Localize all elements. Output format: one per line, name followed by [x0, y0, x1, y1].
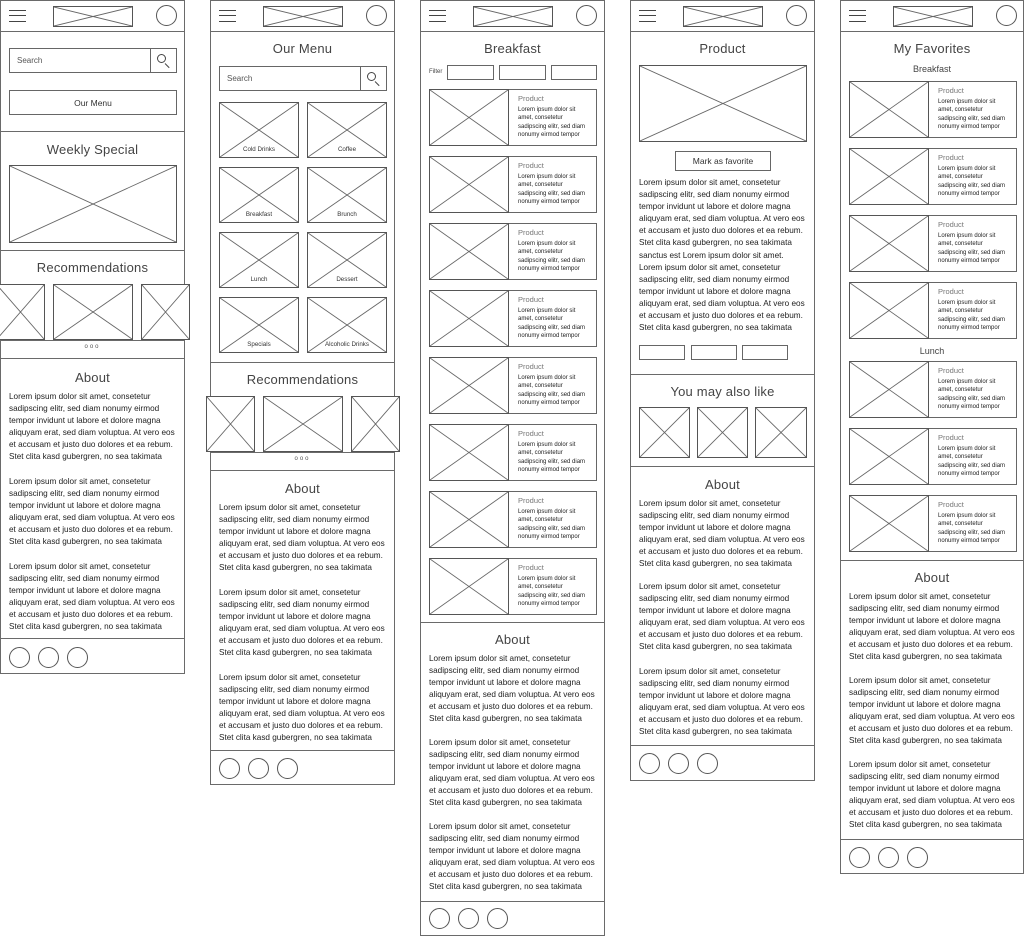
filter-label: Filter	[429, 69, 443, 75]
also-like-heading: You may also like	[670, 384, 775, 399]
product-card-body	[930, 362, 1016, 417]
footer-circle-icon[interactable]	[38, 647, 59, 668]
recommendation-item[interactable]	[351, 396, 400, 452]
product-card[interactable]	[429, 558, 597, 615]
search-icon	[157, 54, 166, 63]
about-heading: About	[705, 477, 740, 492]
filter-field[interactable]	[551, 65, 597, 80]
product-thumbnail	[849, 361, 929, 418]
suggested-product[interactable]	[755, 407, 807, 458]
home-screen	[0, 0, 185, 674]
product-card-title: Product	[938, 366, 964, 375]
product-thumbnail	[849, 148, 929, 205]
category-tile[interactable]	[219, 102, 299, 158]
about-paragraph: Lorem ipsum dolor sit amet, consetetur sadipscing elitr, sed diam nonumy eirmod tempor invidunt ut labore et dolore magna aliquyam erat, sed diam voluptua. At vero eos et accusam et justo duo dolores et ea rebum. Stet clita kasd gubergren, no sea takimata	[429, 654, 595, 724]
recommendation-item[interactable]	[263, 396, 343, 452]
footer-circle-icon[interactable]	[429, 908, 450, 929]
logo-placeholder	[893, 6, 973, 27]
breakfast-screen	[420, 0, 605, 936]
suggested-product[interactable]	[697, 407, 748, 458]
category-label: Lunch	[250, 276, 268, 283]
category-label: Brunch	[337, 211, 357, 218]
footer-circle-icon[interactable]	[878, 847, 899, 868]
product-card[interactable]	[429, 223, 597, 280]
product-card-title: Product	[518, 496, 544, 505]
search-input[interactable]	[9, 48, 177, 73]
product-card-title: Product	[518, 295, 544, 304]
product-thumbnail	[429, 424, 509, 481]
footer-circle-icon[interactable]	[458, 908, 479, 929]
product-thumbnail	[429, 290, 509, 347]
product-thumbnail	[849, 428, 929, 485]
filter-field[interactable]	[499, 65, 546, 80]
option-field[interactable]	[639, 345, 685, 360]
product-card[interactable]	[849, 148, 1017, 205]
product-card-body	[510, 90, 596, 145]
logo-placeholder	[263, 6, 343, 27]
product-card-text: Lorem ipsum dolor sit amet, consetetur sadipscing elitr, sed diam nonumy eirmod tempor	[518, 509, 586, 541]
product-image	[639, 65, 807, 142]
product-card-text: Lorem ipsum dolor sit amet, consetetur sadipscing elitr, sed diam nonumy eirmod tempor	[938, 99, 1006, 131]
product-thumbnail	[429, 558, 509, 615]
product-card-title: Product	[938, 500, 964, 509]
product-card-body	[510, 358, 596, 413]
profile-circle-icon[interactable]	[156, 5, 177, 26]
about-paragraph: Lorem ipsum dolor sit amet, consetetur sadipscing elitr, sed diam nonumy eirmod tempor invidunt ut labore et dolore magna aliquyam erat, sed diam voluptua. At vero eos et accusam et justo duo dolores et ea rebum. Stet clita kasd gubergren, no sea takimata	[849, 676, 1015, 746]
footer-circle-icon[interactable]	[907, 847, 928, 868]
category-tile[interactable]	[307, 167, 387, 223]
profile-circle-icon[interactable]	[996, 5, 1017, 26]
recommendation-item[interactable]	[53, 284, 133, 340]
product-card[interactable]	[429, 156, 597, 213]
profile-circle-icon[interactable]	[366, 5, 387, 26]
option-field[interactable]	[742, 345, 788, 360]
product-thumbnail	[849, 81, 929, 138]
product-card-text: Lorem ipsum dolor sit amet, consetetur sadipscing elitr, sed diam nonumy eirmod tempor	[518, 308, 586, 340]
footer-circle-icon[interactable]	[849, 847, 870, 868]
suggested-product[interactable]	[639, 407, 690, 458]
product-card-title: Product	[518, 228, 544, 237]
page-title: Our Menu	[272, 41, 333, 56]
product-card-text: Lorem ipsum dolor sit amet, consetetur sadipscing elitr, sed diam nonumy eirmod tempor	[938, 513, 1006, 545]
product-thumbnail	[429, 223, 509, 280]
product-card[interactable]	[849, 215, 1017, 272]
logo-placeholder	[683, 6, 763, 27]
hamburger-menu-icon[interactable]	[849, 10, 866, 22]
about-paragraph: Lorem ipsum dolor sit amet, consetetur sadipscing elitr, sed diam nonumy eirmod tempor invidunt ut labore et dolore magna aliquyam erat, sed diam voluptua. At vero eos et accusam et justo duo dolores et ea rebum. Stet clita kasd gubergren, no sea takimata	[429, 822, 595, 892]
product-card-body	[930, 82, 1016, 137]
product-card-text: Lorem ipsum dolor sit amet, consetetur sadipscing elitr, sed diam nonumy eirmod tempor	[518, 442, 586, 474]
carousel-dots[interactable]: ooo	[84, 344, 101, 350]
recommendation-item[interactable]	[206, 396, 255, 452]
product-screen	[630, 0, 815, 781]
category-tile[interactable]	[219, 232, 299, 288]
about-paragraph: Lorem ipsum dolor sit amet, consetetur sadipscing elitr, sed diam nonumy eirmod tempor invidunt ut labore et dolore magna aliquyam erat, sed diam voluptua. At vero eos et accusam et justo duo dolores et ea rebum. Stet clita kasd gubergren, no sea takimata	[639, 582, 805, 652]
our-menu-button[interactable]	[9, 90, 177, 115]
footer-circle-icon[interactable]	[668, 753, 689, 774]
product-card-text: Lorem ipsum dolor sit amet, consetetur sadipscing elitr, sed diam nonumy eirmod tempor	[938, 166, 1006, 198]
category-tile[interactable]	[307, 232, 387, 288]
about-paragraph: Lorem ipsum dolor sit amet, consetetur sadipscing elitr, sed diam nonumy eirmod tempor invidunt ut labore et dolore magna aliquyam erat, sed diam voluptua. At vero eos et accusam et justo duo dolores et ea rebum. Stet clita kasd gubergren, no sea takimata	[429, 738, 595, 808]
product-card-text: Lorem ipsum dolor sit amet, consetetur sadipscing elitr, sed diam nonumy eirmod tempor	[938, 233, 1006, 265]
product-card[interactable]	[849, 81, 1017, 138]
category-label: Coffee	[337, 146, 357, 153]
product-card-text: Lorem ipsum dolor sit amet, consetetur sadipscing elitr, sed diam nonumy eirmod tempor	[938, 300, 1006, 332]
mark-as-favorite-button[interactable]	[675, 151, 771, 171]
search-button[interactable]	[150, 49, 176, 72]
product-thumbnail	[429, 491, 509, 548]
category-label: Cold Drinks	[243, 146, 275, 153]
about-paragraph: Lorem ipsum dolor sit amet, consetetur sadipscing elitr, sed diam nonumy eirmod tempor invidunt ut labore et dolore magna aliquyam erat, sed diam voluptua. At vero eos et accusam et justo duo dolores et ea rebum. Stet clita kasd gubergren, no sea takimata	[219, 673, 385, 743]
product-card-title: Product	[518, 429, 544, 438]
product-thumbnail	[849, 495, 929, 552]
page-title: Product	[699, 41, 746, 56]
product-card-title: Product	[518, 94, 544, 103]
product-card[interactable]	[849, 428, 1017, 485]
about-heading: About	[914, 570, 950, 585]
product-card-body	[930, 216, 1016, 271]
product-card-title: Product	[938, 433, 964, 442]
search-button[interactable]	[360, 67, 386, 90]
product-card-title: Product	[938, 86, 964, 95]
product-card[interactable]	[849, 495, 1017, 552]
product-thumbnail	[429, 357, 509, 414]
search-input[interactable]	[219, 66, 387, 91]
product-card-text: Lorem ipsum dolor sit amet, consetetur sadipscing elitr, sed diam nonumy eirmod tempor	[938, 446, 1006, 478]
product-card[interactable]	[849, 282, 1017, 339]
footer-circle-icon[interactable]	[639, 753, 660, 774]
about-paragraph: Lorem ipsum dolor sit amet, consetetur sadipscing elitr, sed diam nonumy eirmod tempor invidunt ut labore et dolore magna aliquyam erat, sed diam voluptua. At vero eos et accusam et justo duo dolores et ea rebum. Stet clita kasd gubergren, no sea takimata	[9, 477, 175, 547]
category-label: Specials	[247, 341, 271, 348]
profile-circle-icon[interactable]	[576, 5, 597, 26]
product-card[interactable]	[429, 89, 597, 146]
hamburger-menu-icon[interactable]	[219, 10, 236, 22]
weekly-special-heading: Weekly Special	[46, 142, 139, 157]
product-card-title: Product	[518, 362, 544, 371]
footer-circle-icon[interactable]	[277, 758, 298, 779]
mark-as-favorite-label: Mark as favorite	[692, 156, 754, 166]
page-title: Breakfast	[484, 41, 541, 56]
our-menu-button-label: Our Menu	[74, 97, 112, 108]
menu-screen	[210, 0, 395, 785]
product-card[interactable]	[429, 357, 597, 414]
hamburger-menu-icon[interactable]	[429, 10, 446, 22]
about-paragraph: Lorem ipsum dolor sit amet, consetetur sadipscing elitr, sed diam nonumy eirmod tempor invidunt ut labore et dolore magna aliquyam erat, sed diam voluptua. At vero eos et accusam et justo duo dolores et ea rebum. Stet clita kasd gubergren, no sea takimata	[9, 562, 175, 632]
product-card-body	[510, 425, 596, 480]
search-placeholder: Search	[17, 56, 43, 65]
category-label: Breakfast	[245, 211, 273, 218]
search-icon	[367, 72, 376, 81]
product-card-body	[930, 149, 1016, 204]
about-paragraph: Lorem ipsum dolor sit amet, consetetur sadipscing elitr, sed diam nonumy eirmod tempor invidunt ut labore et dolore magna aliquyam erat, sed diam voluptua. At vero eos et accusam et justo duo dolores et ea rebum. Stet clita kasd gubergren, no sea takimata	[219, 588, 385, 658]
about-heading: About	[75, 370, 110, 385]
recommendations-heading: Recommendations	[246, 372, 359, 387]
about-paragraph: Lorem ipsum dolor sit amet, consetetur sadipscing elitr, sed diam nonumy eirmod tempor invidunt ut labore et dolore magna aliquyam erat, sed diam voluptua. At vero eos et accusam et justo duo dolores et ea rebum. Stet clita kasd gubergren, no sea takimata	[639, 667, 805, 737]
about-heading: About	[495, 632, 530, 647]
favorites-screen	[840, 0, 1024, 874]
favorites-list-breakfast	[849, 81, 1017, 341]
filter-field[interactable]	[447, 65, 494, 80]
product-card-text: Lorem ipsum dolor sit amet, consetetur sadipscing elitr, sed diam nonumy eirmod tempor	[938, 379, 1006, 411]
footer-circle-icon[interactable]	[487, 908, 508, 929]
hamburger-menu-icon[interactable]	[639, 10, 656, 22]
profile-circle-icon[interactable]	[786, 5, 807, 26]
about-heading: About	[285, 481, 320, 496]
product-card-body	[510, 492, 596, 547]
category-tile[interactable]	[307, 102, 387, 158]
about-paragraph: Lorem ipsum dolor sit amet, consetetur sadipscing elitr, sed diam nonumy eirmod tempor invidunt ut labore et dolore magna aliquyam erat, sed diam voluptua. At vero eos et accusam et justo duo dolores et ea rebum. Stet clita kasd gubergren, no sea takimata	[849, 592, 1015, 662]
recommendation-item[interactable]	[141, 284, 190, 340]
carousel-dots[interactable]: ooo	[294, 456, 311, 462]
product-card-text: Lorem ipsum dolor sit amet, consetetur sadipscing elitr, sed diam nonumy eirmod tempor	[518, 375, 586, 407]
section-heading-breakfast: Breakfast	[912, 64, 952, 74]
product-card-text: Lorem ipsum dolor sit amet, consetetur sadipscing elitr, sed diam nonumy eirmod tempor	[518, 241, 586, 273]
search-placeholder: Search	[227, 74, 253, 83]
footer-circle-icon[interactable]	[248, 758, 269, 779]
product-thumbnail	[429, 156, 509, 213]
category-label: Dessert	[336, 276, 358, 283]
footer-circle-icon[interactable]	[67, 647, 88, 668]
product-card-title: Product	[518, 563, 544, 572]
product-card-title: Product	[938, 220, 964, 229]
product-card-body	[510, 291, 596, 346]
product-card-body	[510, 224, 596, 279]
product-card-body	[510, 157, 596, 212]
product-card-title: Product	[938, 153, 964, 162]
footer-circle-icon[interactable]	[9, 647, 30, 668]
recommendation-item[interactable]	[0, 284, 45, 340]
product-card-body	[930, 429, 1016, 484]
hamburger-menu-icon[interactable]	[9, 10, 26, 22]
product-card-title: Product	[938, 287, 964, 296]
category-tile[interactable]	[219, 297, 299, 353]
logo-placeholder	[473, 6, 553, 27]
page-title: My Favorites	[893, 41, 971, 56]
product-card-title: Product	[518, 161, 544, 170]
about-paragraph: Lorem ipsum dolor sit amet, consetetur sadipscing elitr, sed diam nonumy eirmod tempor invidunt ut labore et dolore magna aliquyam erat, sed diam voluptua. At vero eos et accusam et justo duo dolores et ea rebum. Stet clita kasd gubergren, no sea takimata	[639, 499, 805, 569]
product-card-body	[510, 559, 596, 614]
product-card[interactable]	[429, 491, 597, 548]
product-card[interactable]	[849, 361, 1017, 418]
about-paragraph: Lorem ipsum dolor sit amet, consetetur sadipscing elitr, sed diam nonumy eirmod tempor invidunt ut labore et dolore magna aliquyam erat, sed diam voluptua. At vero eos et accusam et justo duo dolores et ea rebum. Stet clita kasd gubergren, no sea takimata	[849, 760, 1015, 830]
product-thumbnail	[429, 89, 509, 146]
footer-circle-icon[interactable]	[697, 753, 718, 774]
weekly-special-image[interactable]	[9, 165, 177, 243]
product-description: Lorem ipsum dolor sit amet, consetetur sadipscing elitr, sed diam nonumy eirmod tempor invidunt ut labore et dolore magna aliquyam erat, sed diam voluptua. At vero eos et accusam et justo duo dolores et ea rebum. Stet clita kasd gubergren, no sea takimata sanctus est Lorem ipsum dolor sit amet. Lorem ipsum dolor sit amet, consetetur sadipscing elitr, sed diam nonumy eirmod tempor invidunt ut labore et dolore magna aliquyam erat, sed diam voluptua. At vero eos et accusam et justo duo dolores et ea rebum. Stet clita kasd gubergren, no sea takimata	[639, 178, 805, 333]
recommendations-heading: Recommendations	[36, 260, 149, 275]
footer-circle-icon[interactable]	[219, 758, 240, 779]
product-thumbnail	[849, 215, 929, 272]
product-list	[429, 89, 597, 619]
about-paragraph: Lorem ipsum dolor sit amet, consetetur sadipscing elitr, sed diam nonumy eirmod tempor invidunt ut labore et dolore magna aliquyam erat, sed diam voluptua. At vero eos et accusam et justo duo dolores et ea rebum. Stet clita kasd gubergren, no sea takimata	[9, 392, 175, 462]
product-card-text: Lorem ipsum dolor sit amet, consetetur sadipscing elitr, sed diam nonumy eirmod tempor	[518, 107, 586, 139]
category-tile[interactable]	[307, 297, 387, 353]
product-card-text: Lorem ipsum dolor sit amet, consetetur sadipscing elitr, sed diam nonumy eirmod tempor	[518, 576, 586, 608]
product-card[interactable]	[429, 424, 597, 481]
product-card[interactable]	[429, 290, 597, 347]
section-heading-lunch: Lunch	[919, 346, 945, 356]
product-card-text: Lorem ipsum dolor sit amet, consetetur sadipscing elitr, sed diam nonumy eirmod tempor	[518, 174, 586, 206]
favorites-list-lunch	[849, 361, 1017, 556]
category-label: Alcoholic Drinks	[324, 341, 369, 348]
logo-placeholder	[53, 6, 133, 27]
option-field[interactable]	[691, 345, 737, 360]
category-tile[interactable]	[219, 167, 299, 223]
product-thumbnail	[849, 282, 929, 339]
about-paragraph: Lorem ipsum dolor sit amet, consetetur sadipscing elitr, sed diam nonumy eirmod tempor invidunt ut labore et dolore magna aliquyam erat, sed diam voluptua. At vero eos et accusam et justo duo dolores et ea rebum. Stet clita kasd gubergren, no sea takimata	[219, 503, 385, 573]
product-card-body	[930, 496, 1016, 551]
product-card-body	[930, 283, 1016, 338]
